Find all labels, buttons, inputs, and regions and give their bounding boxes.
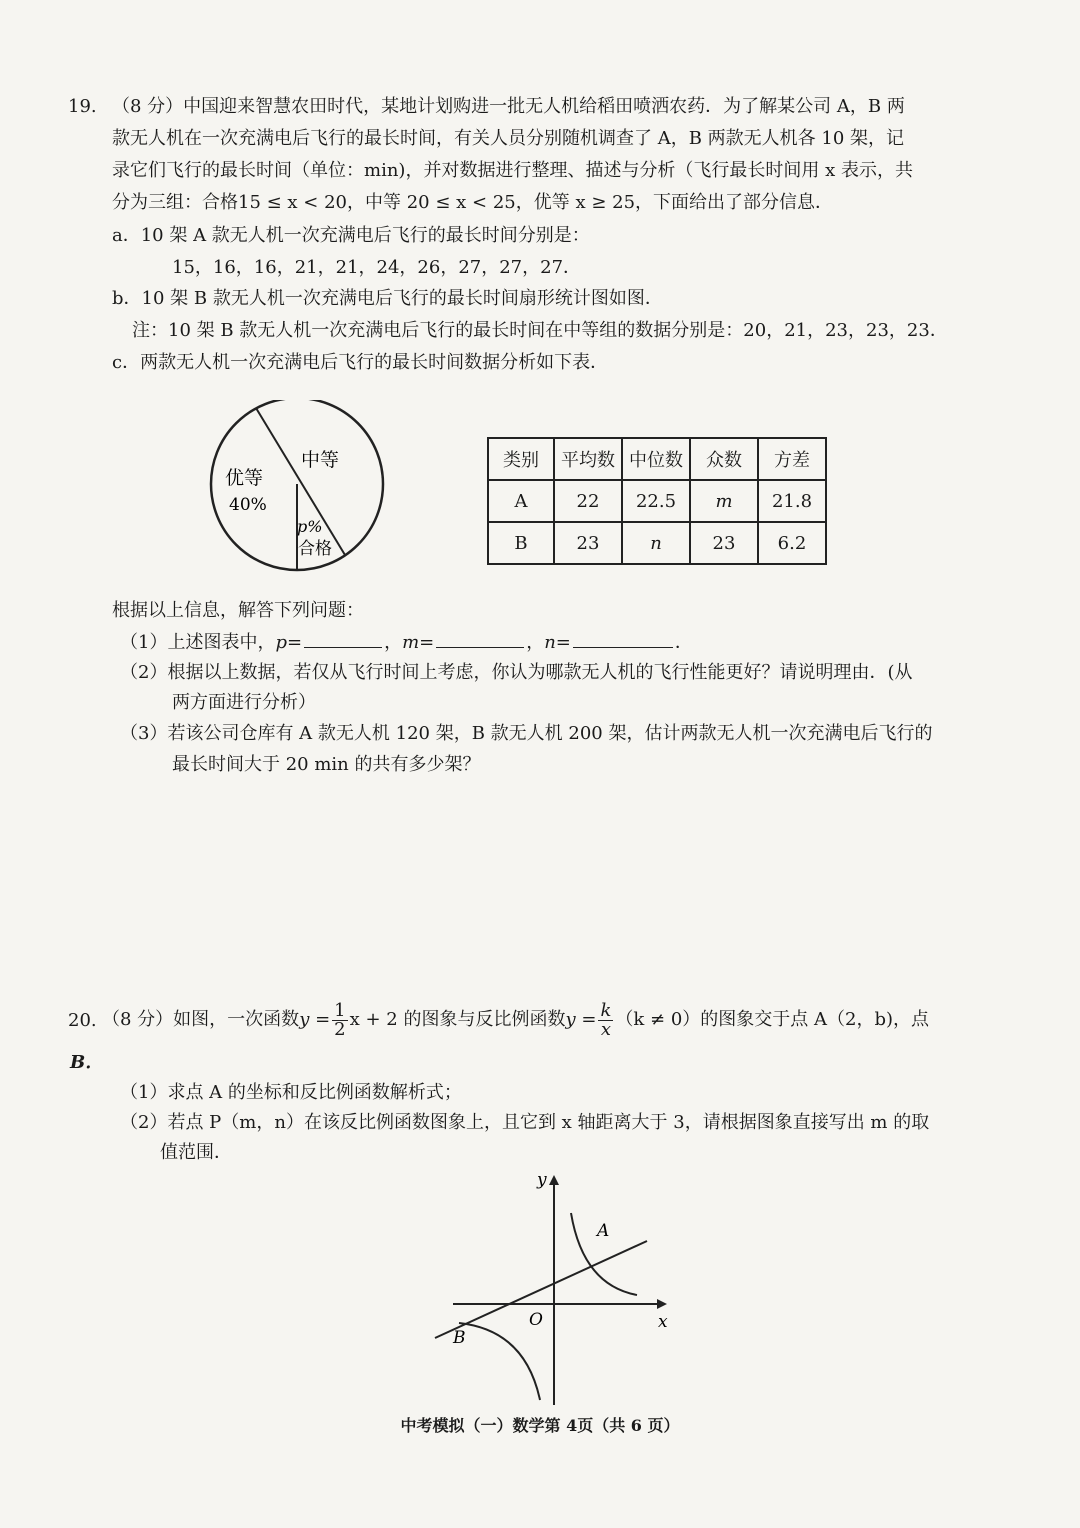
q19-sub1-m-label: m= (402, 632, 435, 653)
q20-func2-num: k (600, 999, 612, 1021)
table-header-row (488, 438, 826, 480)
q20-func2-lhs: y = (565, 1009, 597, 1030)
graph-label-y: y (537, 1170, 547, 1190)
q19-intro-line-2: 款无人机在一次充满电后飞行的最长时间，有关人员分别随机调查了 A，B 两款无人机各 10 架，记 (112, 128, 905, 149)
q20-func2-den: x (600, 1018, 611, 1040)
q19-intro-line-1: （8 分）中国迎来智慧农田时代，某地计划购进一批无人机给稻田喷洒农药．为了解某公司 A，B 两 (112, 96, 905, 117)
table-row (488, 522, 826, 564)
q20-func1-lhs: y = (299, 1009, 331, 1030)
q19-intro-line-4: 分为三组：合格15 ≤ x < 20，中等 20 ≤ x < 25，优等 x ≥ 25，下面给出了部分信息． (112, 192, 834, 213)
stats-table (487, 437, 827, 565)
q19-item-a-data: 15，16，16，21，21，24，26，27，27，27． (172, 257, 582, 278)
pie-label-pass: 合格 (298, 539, 332, 559)
q20-func1-den: 2 (334, 1018, 346, 1040)
q20-statement (102, 996, 929, 1044)
n-answer-blank[interactable] (573, 629, 673, 648)
q19-item-a: a．10 架 A 款无人机一次充满电后飞行的最长时间分别是： (112, 225, 590, 246)
q20-number: 20. (68, 1010, 97, 1031)
q20-func2-fraction (598, 999, 613, 1040)
graph-label-b: B (453, 1328, 466, 1348)
table-header-cell: 中位数 (622, 438, 690, 480)
table-row (488, 480, 826, 522)
q19-sub3-line-2: 最长时间大于 20 min 的共有多少架？ (172, 754, 481, 775)
hyperbola-branch-2 (459, 1323, 540, 1400)
pie-chart (205, 400, 395, 585)
graph-label-x: x (658, 1312, 668, 1332)
graph-label-a: A (597, 1221, 610, 1241)
pie-label-good-pct: 40% (229, 495, 267, 515)
m-answer-blank[interactable] (436, 629, 524, 648)
q20-sub2-line-1: （2）若点 P（m，n）在该反比例函数图象上，且它到 x 轴距离大于 3，请根据图象直接写出 m 的取 (120, 1112, 930, 1133)
table-header-cell: 平均数 (554, 438, 622, 480)
q19-number: 19. (68, 96, 97, 117)
q20-func1-rest: x + 2 的图象与反比例函数 (349, 1009, 566, 1030)
q20-text-1: （8 分）如图，一次函数 (102, 1009, 300, 1030)
q19-sub2-line-2: 两方面进行分析） (172, 692, 316, 713)
pie-label-mid: 中等 (301, 449, 340, 471)
table-cell: 21.8 (758, 480, 826, 522)
table-header-cell: 类别 (488, 438, 554, 480)
q20-sub2-line-2: 值范围． (160, 1142, 232, 1163)
q19-sub3-line-1: （3）若该公司仓库有 A 款无人机 120 架，B 款无人机 200 架，估计两款无人机一次充满电后飞行的 (120, 723, 933, 744)
q19-sub1-p-label: p= (275, 632, 303, 653)
q19-prompt: 根据以上信息，解答下列问题： (112, 600, 364, 621)
table-cell: 23 (554, 522, 622, 564)
q20-sub1: （1）求点 A 的坐标和反比例函数解析式； (120, 1082, 462, 1103)
pie-label-good: 优等 (225, 467, 264, 489)
q19-sub1: （1）上述图表中，p= ，m= ，n= ． (120, 629, 693, 656)
table-header-cell: 众数 (690, 438, 758, 480)
q19-intro-line-3: 录它们飞行的最长时间（单位：min)，并对数据进行整理、描述与分析（飞行最长时间用 x 表示，共 (112, 160, 914, 181)
function-graph (425, 1165, 685, 1410)
table-cell: 6.2 (758, 522, 826, 564)
q20-text-2: （k ≠ 0）的图象交于点 A（2，b)，点 (615, 1009, 929, 1030)
p-answer-blank[interactable] (304, 629, 382, 648)
q20-func1-num: 1 (334, 999, 346, 1021)
table-header-cell: 方差 (758, 438, 826, 480)
table-cell: B (488, 522, 554, 564)
q19-item-b: b．10 架 B 款无人机一次充满电后飞行的最长时间扇形统计图如图． (112, 288, 663, 309)
table-cell: m (690, 480, 758, 522)
q19-sub2-line-1: （2）根据以上数据，若仅从飞行时间上考虑，你认为哪款无人机的飞行性能更好？请说明理由．(从 (120, 662, 913, 683)
graph-label-origin: O (529, 1310, 543, 1330)
table-cell: 23 (690, 522, 758, 564)
pie-label-pass-pct: p% (297, 517, 323, 536)
table-cell: A (488, 480, 554, 522)
q19-sub1-n-label: n= (544, 632, 571, 653)
table-cell: n (622, 522, 690, 564)
q19-sub1-prefix: （1）上述图表中， (120, 632, 276, 653)
table-cell: 22 (554, 480, 622, 522)
page-footer: 中考模拟（一）数学第 4页（共 6 页） (400, 1416, 680, 1435)
q20-text-3: B． (70, 1052, 104, 1073)
table-cell: 22.5 (622, 480, 690, 522)
q19-item-c: c．两款无人机一次充满电后飞行的最长时间数据分析如下表． (112, 352, 609, 373)
q20-func1-fraction (332, 999, 347, 1040)
q19-item-b-note: 注：10 架 B 款无人机一次充满电后飞行的最长时间在中等组的数据分别是：20，21，23，23，23． (132, 320, 948, 341)
